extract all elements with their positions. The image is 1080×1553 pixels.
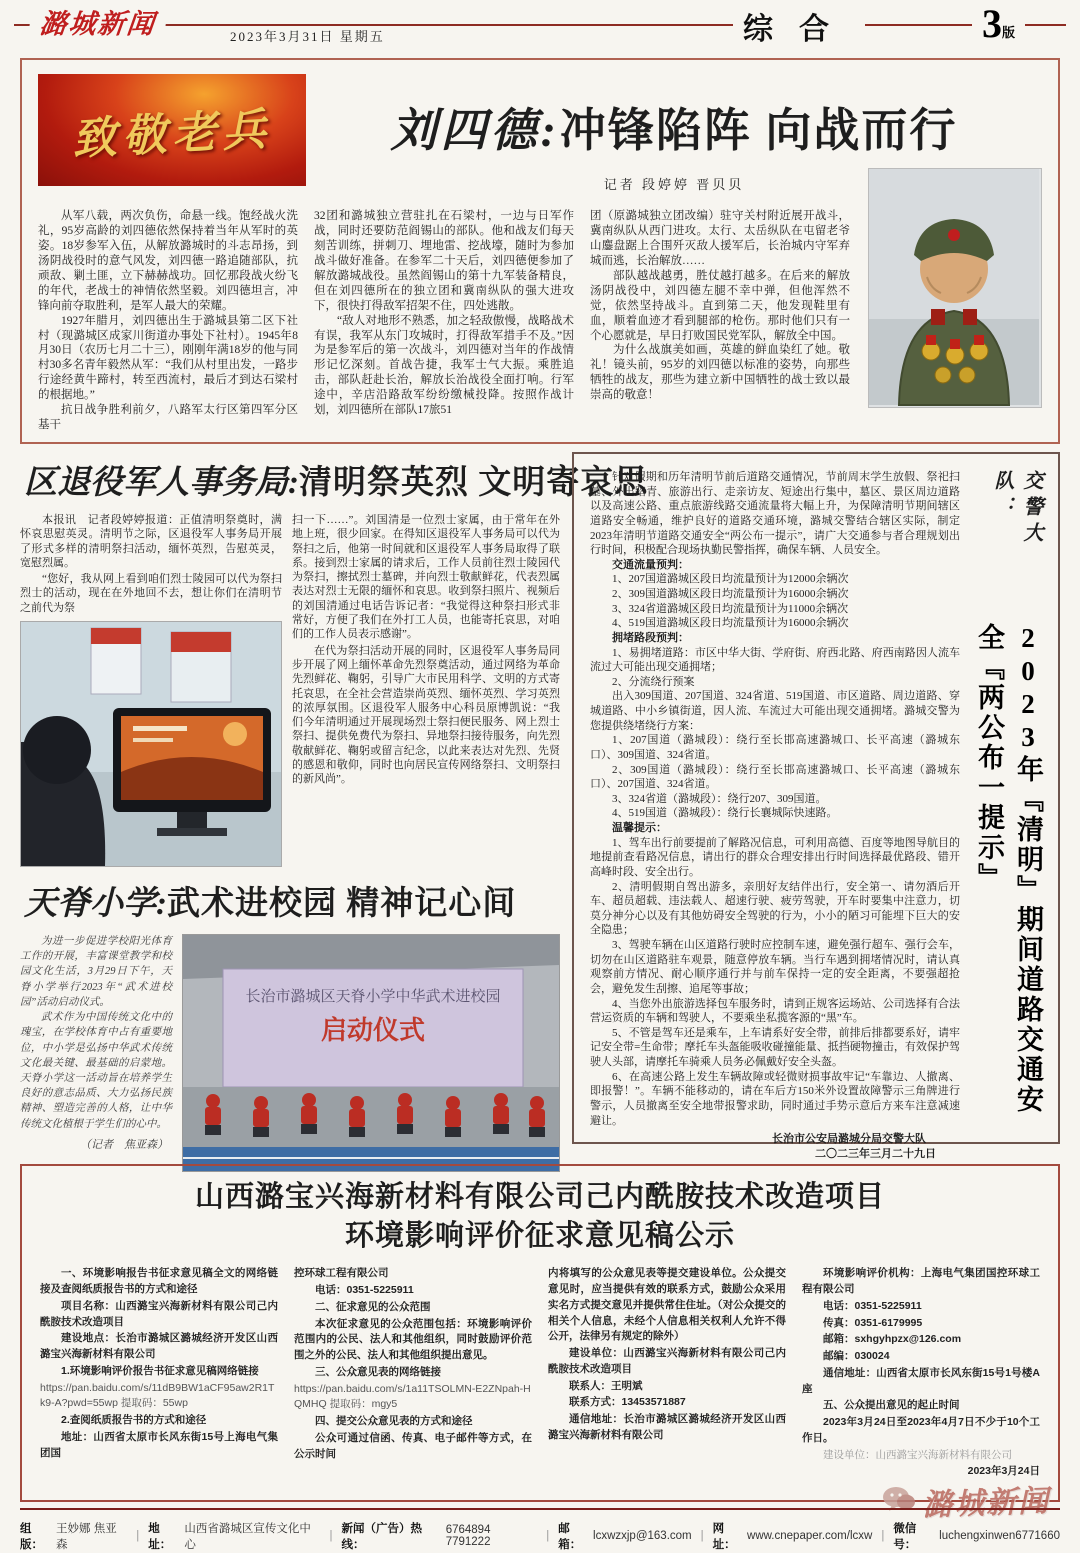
traffic-paragraph: 1、驾车出行前要提前了解路况信息，可利用高德、百度等地图导航目的地提前查看路况信息，请出行的群众合理安排出行时间选择最优路段、错开高峰时段、安全出行。 [590,836,960,878]
masthead-page-number [972,0,1025,47]
lead-paragraph: 从军八载，两次负伤，命悬一线。饱经战火洗礼，95岁高龄的刘四德依然保持着当年从军时的英姿。18岁参军入伍，从解放潞城时的斗志昂扬，到汤阴战役时的意气风发，刘四德一路追随部队，抗顽敌、剿土匪，立下赫赫战功。回忆那段战火纷飞的年代，老战士的神情依然坚毅。刘四德坦言，冲锋向前夺取胜利，是军人最大的荣耀。 [38,210,298,312]
memorial-headline [24,456,649,503]
footer-item [342,1520,538,1552]
memorial-paragraph: 本报讯 记者段婷婷报道：正值清明祭奠时，满怀哀思慰英灵。清明节之际，区退役军人事务局开展了形式多样的清明祭扫活动，缅怀英烈，告慰英灵，宽慰烈属。 [20,514,282,569]
notice-paragraph: 2.查阅纸质报告书的方式和途径 [61,1414,207,1427]
school-article [20,873,560,1172]
footer-value: lcxwzxjp@163.com [593,1530,692,1542]
traffic-paragraph: 2、分流绕行预案 [612,675,695,688]
footer-item [713,1520,873,1552]
notice-paragraph: 公众可通过信函、传真、电子邮件等方式，在公示时间 [294,1431,532,1460]
notice-column-4 [802,1266,1040,1481]
notice-paragraph: 控环球工程有限公司 [294,1267,389,1280]
school-headline-rest: 武术进校园 精神记心间 [167,886,517,922]
lead-column-1 [38,209,298,433]
wechat-stamp-text: 潞城新闻 [921,1484,1051,1523]
notice-link: https://pan.baidu.com/s/11dB9BW1aCF95aw2R1Tk9-A?pwd=55wp 提取码：55wp [40,1381,275,1410]
martial-arts-photo-illustration [183,935,559,1171]
traffic-paragraph: 2、309国道潞城区段日均流量预计为16000余辆次 [612,588,849,600]
masthead-date: 2023年3月31日 星期五 [220,26,395,45]
page-number: 3 [981,1,1002,46]
memorial-computer-photo [20,621,282,867]
traffic-paragraph: 5、不管是驾车还是乘车，上车请系好安全带，前排后排都要系好，请牢记安全带=生命带；摩托车头盔能吸收碰撞能量、抵挡硬物撞击，有效保护驾驶人头部，请摩托车骑乘人员务必佩戴好安全头盔。 [590,1026,960,1068]
footer-item [148,1520,320,1552]
traffic-paragraph: 2、309国道（潞城段）：绕行至长邯高速潞城口、长平高速（潞城东口）、207国道、324省道。 [590,763,960,791]
notice-columns [40,1266,1040,1481]
notice-column-3 [548,1266,786,1481]
notice-column-2 [294,1266,532,1481]
traffic-subhead: 拥堵路段预判： [612,631,689,644]
footer-label: 新闻（广告）热线： [341,1523,423,1551]
notice-paragraph: 邮编：030024 [823,1350,890,1363]
memorial-body [20,513,560,865]
traffic-body [590,470,970,1160]
traffic-paragraph: 3、324省道潞城区段日均流量预计为11000余辆次 [612,602,849,615]
lead-headline [306,94,1042,160]
footer-value: 6764894 7791222 [445,1524,491,1548]
memorial-column-left [20,513,282,865]
memorial-photo-illustration [21,622,281,866]
notice-column-1 [40,1266,278,1481]
traffic-paragraph: 1、易拥堵道路：市区中华大街、学府街、府西北路、府西南路因人流车流过大可能出现交通拥堵； [590,646,960,674]
traffic-signature-org: 长治市公安局潞城分局交警大队 [772,1133,926,1146]
footer-value: 王妙娜 焦亚森 [56,1523,117,1551]
traffic-article [572,452,1060,1160]
footer-label: 组版： [20,1523,43,1551]
notice-paragraph: 邮箱：sxhgyhpzx@126.com [823,1333,962,1346]
notice-title-line2: 环境影响评价征求意见稿公示 [344,1220,735,1253]
page-suffix: 版 [1001,25,1015,40]
memorial-column-right [292,513,560,865]
memorial-paragraph: 扫一下……”。刘国清是一位烈士家属，由于常年在外地上班，很少回家。在得知区退役军人事务局可以代为祭扫之后，他第一时间就和区退役军人事务局取得了联系。接到烈士家属的请求后，工作人员前往烈士陵园代为祭扫，擦拭烈士墓碑，并向烈士敬献鲜花，代表烈属表达对烈士无限的缅怀和哀思。收到祭扫照片、视频后的刘国清通过电话告诉记者：“我觉得这种祭扫形式非常好，方便了我们在外打工人员，也能寄托哀思，对咱们的工作人员表示感谢”。 [292,514,560,641]
notice-paragraph: 建设单位：山西潞宝兴海新材料有限公司己内酰胺技术改造项目 [548,1347,786,1375]
traffic-paragraph: 3、驾驶车辆在山区道路行驶时应控制车速，避免强行超车、强行会车，切勿在山区道路驻车观景，随意停放车辆。当行车遇到拥堵情况时，请认真观察前方情况、耐心顺序通行并与前车保持一定的安全距离，不要强超抢会，避免发生刮擦、追尾等事故； [590,939,960,995]
footer-label: 网址： [712,1523,736,1551]
lead-headline-name: 刘四德: [390,105,560,156]
notice-paragraph: 三、公众意见表的网络链接 [315,1365,441,1378]
traffic-vertical-title-main: 2023年『清明』期间道路交通安全『两公布一提示』 [974,622,1043,1115]
lead-headline-rest: 冲锋陷阵 向战而行 [559,105,958,156]
lead-paragraph: 抗日战争胜利前夕，八路军太行区第四军分区基干 [38,404,298,432]
masthead [0,0,1080,50]
notice-paragraph: 2023年3月24日至2023年4月7日不少于10个工作日。 [802,1416,1040,1444]
traffic-paragraph: 4、519国道潞城区段日均流量预计为16000余辆次 [612,617,849,630]
notice-paragraph: 本次征求意见的公众范围包括：环境影响评价范围内的公民、法人和其他组织，同时鼓励评价范围之外的公民、法人和其他组织提出意见。 [294,1317,532,1362]
traffic-paragraph: 4、当您外出旅游选择包车服务时，请到正规客运场站、公司选择有合法营运资质的车辆和驾驶人，不要乘坐私揽客源的“黑”车。 [590,997,960,1025]
traffic-paragraph: 6、在高速公路上发生车辆故障或轻微财损事故牢记“车靠边、人撤离、即报警！”。车辆不能移动的，请在车后方150米外设置故障警示三角牌进行警示，人员撤离至安全地带报警求助，同时通过手势示意后方来车注意减速避让。 [590,1070,960,1127]
veteran-photo-illustration [869,169,1039,405]
footer-label: 微信号： [893,1523,917,1551]
traffic-signature-date: 二〇二三年三月二十九日 [815,1147,936,1160]
traffic-paragraph: 1、207国道潞城区段日均流量预计为12000余辆次 [612,573,849,586]
traffic-vertical-title-lead: 交警大队： [991,470,1042,548]
footer-separator: | [329,1530,333,1542]
school-headline [24,877,560,924]
notice-paragraph: 五、公众提出意见的起止时间 [823,1399,960,1412]
footer-item [20,1520,127,1552]
school-headline-name: 天脊小学: [24,886,167,922]
veterans-banner-text: 致敬老兵 [71,104,274,165]
traffic-paragraph: 1、207国道（潞城段）：绕行至长邯高速潞城口、长平高速（潞城东口）、309国道、324省道。 [590,734,960,761]
footer-separator: | [546,1530,550,1542]
notice-title-line1: 山西潞宝兴海新材料有限公司己内酰胺技术改造项目 [194,1181,885,1213]
footer-item [893,1520,1060,1552]
lead-paragraph: 1927年腊月，刘四德出生于潞城县第二区下社村（现潞城区成家川街道办事处下社村）。1945年8月30日（农历七月二十三），刚刚年满18岁的他与同村30多名青年毅然从军：“我们从村里出发，一路步行途经黄牛蹄村，转至西流村，最后才到达石梁村的根据地。” [38,314,298,402]
lead-column-3 [590,209,850,433]
veteran-photo [868,168,1042,408]
environmental-notice [20,1164,1060,1502]
footer-value: 山西省潞城区宣传文化中心 [184,1523,311,1551]
footer-separator: | [136,1530,140,1542]
footer-item [558,1520,691,1552]
traffic-paragraph: 2、清明假期自驾出游多，亲朋好友结伴出行，安全第一、请勿酒后开车、超员超载、违法载人、超速行驶、疲劳驾驶，开车时要集中注意力，切莫分神分心以及有其他妨碍安全驾驶的行为，小小的陋习可能埋下巨大的安全隐患； [590,880,960,937]
page-footer [20,1508,1060,1552]
footer-label: 地址： [148,1523,172,1551]
traffic-vertical-title [970,470,1048,1132]
notice-paragraph: 1.环境影响评价报告书征求意见稿网络链接 [61,1364,259,1377]
traffic-paragraph: 4、519国道（潞城段）：绕行长襄城际快速路。 [612,807,838,820]
lead-paragraph: “敌人对地形不熟悉，加之轻敌傲慢，战略战术有误，我军从东门攻城时，打得敌军措手不及。”因为是参军后的第一次战斗，刘四德对当年的作战情形记忆深刻。首战告捷，我军士气大振。乘胜追击，部队赶赴长治，解放长治战役全面打响。行军途中，辛店沿路敌军纷纷缴械投降。按照作战计划，刘四德所在部队17旅51 [314,314,574,417]
notice-paragraph: 通信地址：山西省太原市长风东街15号1号楼A座 [802,1366,1040,1395]
school-text-column [20,934,172,1172]
notice-paragraph: 一、环境影响报告书征求意见稿全文的网络链接及查阅纸质报告书的方式和途径 [40,1267,278,1296]
notice-paragraph: 通信地址：长治市潞城区潞城经济开发区山西潞宝兴海新材料有限公司 [548,1413,786,1441]
martial-arts-photo [182,934,560,1172]
traffic-subhead: 交通流量预判： [612,558,689,571]
school-paragraph: 为进一步促进学校阳光体育工作的开展，丰富课堂教学和校园文化生活，3月29日下午，天脊小学举行2023年“武术进校园”活动启动仪式。 [20,936,172,1008]
school-paragraph: 武术作为中国传统文化中的瑰宝，在学校体育中占有重要地位，中小学是弘扬中华武术传统文化最关键、最基础的启蒙地。天脊小学这一活动旨在培养学生良好的意志品质、大力弘扬民族精神、塑造完善的人格，让中华传统文化植根于学生们的心中。 [20,1012,172,1130]
footer-value: www.cnepaper.com/lcxw [747,1530,873,1542]
newspaper-logo: 潞城新闻 [28,2,168,41]
lead-article [20,58,1060,444]
school-byline: （记者 焦亚森） [80,1138,168,1151]
lead-byline: 记者 段婷婷 晋贝贝 [603,177,745,192]
notice-date: 2023年3月24日 [967,1465,1040,1478]
notice-paragraph: 电话：0351-5225911 [823,1299,922,1312]
notice-paragraph: 传真：0351-6179995 [823,1316,923,1329]
notice-paragraph: 环境影响评价机构：上海电气集团国控环球工程有限公司 [802,1267,1040,1296]
traffic-paragraph: 3、324省道（潞城段）：绕行207、309国道。 [612,792,827,805]
memorial-paragraph: 在代为祭扫活动开展的同时，区退役军人事务局同步开展了网上缅怀革命先烈祭奠活动，通过网络为革命先烈鲜花、鞠躬，引导广大市民用科学、文明的方式寄托哀思，在全社会营造崇尚英烈、缅怀英烈、学习英烈的浓厚氛围。区退役军人服务中心科员原博凯说：“我们今年清明通过开展现场烈士祭扫便民服务、网上烈士祭扫、提供免费代为祭扫、异地祭扫接待服务，向先烈敬献鲜花、鞠躬或留言纪念，以此来表达对先烈、先贤的感恩和敬仰，同时也向居民宣传网络祭扫、文明祭扫的新风尚”。 [292,644,560,786]
memorial-headline-rest: 清明祭英烈 文明寄哀思 [299,465,649,501]
memorial-headline-name: 区退役军人事务局: [24,465,299,501]
masthead-rule [14,24,1066,26]
notice-paragraph: 内将填写的公众意见表等提交建设单位。公众提交意见时，应当提供有效的联系方式，鼓励公众采用实名方式提交意见并提供常住住址。（对公众提交的相关个人信息，未经个人信息相关权利人允许不得公开，法律另有规定的除外） [548,1267,786,1343]
school-photo-banner-text: 长治市潞城区天脊小学中华武术进校园 [245,989,501,1005]
veterans-banner-image [38,74,306,186]
notice-link: https://pan.baidu.com/s/1a11TSOLMN-E2ZNpah-HQMHQ 提取码：mgy5 [294,1382,531,1411]
notice-paragraph: 二、征求意见的公众范围 [315,1300,431,1313]
lead-column-2 [314,209,574,433]
footer-label: 邮箱： [558,1523,582,1551]
traffic-paragraph: 针对假期和历年清明节前后道路交通情况，节前周末学生放假、祭祀扫墓、外出踏青、旅游出行、走亲访友、短途出行集中，墓区、景区周边道路以及高速公路、重点旅游线路交通流量将大幅上升，为保障清明节期间辖区道路安全畅通，维护良好的道路交通环境，潞城交警结合辖区实际，制定2023年清明节道路交通安全“两公布一提示”，请广大交通参与者合理规划出行时间，积极配合现场执勤民警指挥，确保车辆、人员安全。 [590,471,960,557]
school-photo-launch-text: 启动仪式 [320,1016,426,1045]
notice-paragraph: 联系人：王明斌 [569,1379,643,1392]
footer-value: luchengxinwen6771660 [939,1530,1060,1542]
footer-separator: | [881,1530,885,1542]
footer-separator: | [700,1530,704,1542]
middle-region [20,452,1060,1160]
lead-paragraph: 部队越战越勇，胜仗越打越多。在后来的解放汤阴战役中，刘四德左腿不幸中弹，但他浑然不觉，依然坚持战斗。直到第二天，他发现鞋里有血，顺着血迹才看到腿部的枪伤。那时他们只有一个心愿就是，早日打败国民党军队，解放全中国。 [590,269,850,342]
lead-paragraph: 为什么战旗美如画，英雄的鲜血染红了她。敬礼！镜头前，95岁的刘四德以标准的姿势，向那些牺牲的战友，那些为建立新中国牺牲的战士致以最崇高的敬意！ [590,344,850,402]
traffic-subhead: 温馨提示： [612,822,667,834]
lead-paragraph: 32团和潞城独立营驻扎在石梁村，一边与日军作战，同时还要防范阎锡山的部队。他和战友们每天刻苦训练，拼刺刀、埋地雷、挖战壕，随时为参加战斗做好准备。在参军二十天后，刘四德便参加了解放潞城战役。虽然阎锡山的第十九军装备精良，但在刘四德所在的独立团和冀南纵队的强大进攻下，很快打得敌军招架不住，四处逃散。 [314,210,574,312]
lead-paragraph: 团（原潞城独立团改编）驻守关村附近展开战斗，冀南纵队从西门进攻。太行、太岳纵队在屯留老爷山鏖盘踞上合围歼灭敌人援军后，长治城内守军弃城而逃，长治解放…… [590,210,850,267]
memorial-paragraph: “您好，我从网上看到咱们烈士陵园可以代为祭扫烈士的活动，现在在外地回不去，想让你们在清明节之前代为祭 [20,573,282,614]
notice-paragraph: 地址：山西省太原市长风东街15号上海电气集团国 [40,1430,278,1459]
traffic-paragraph: 出入309国道、207国道、324省道、519国道、市区道路、周边道路、穿城道路、中小乡镇街道，因人流、车流过大可能出现交通拥堵。潞城交警为您提供绕堵绕行方案： [590,690,960,732]
notice-paragraph: 建设地点：长治市潞城区潞城经济开发区山西潞宝兴海新材料有限公司 [40,1332,278,1361]
notice-paragraph: 建设单位：山西潞宝兴海新材料有限公司 [823,1448,1012,1461]
notice-paragraph: 项目名称：山西潞宝兴海新材料有限公司己内酰胺技术改造项目 [40,1299,278,1328]
notice-paragraph: 四、提交公众意见表的方式和途径 [315,1415,473,1428]
masthead-section: 综合 [733,4,865,48]
notice-paragraph: 电话：0351-5225911 [315,1284,414,1297]
school-body [20,934,560,1172]
notice-paragraph: 联系方式：13453571887 [569,1396,686,1409]
